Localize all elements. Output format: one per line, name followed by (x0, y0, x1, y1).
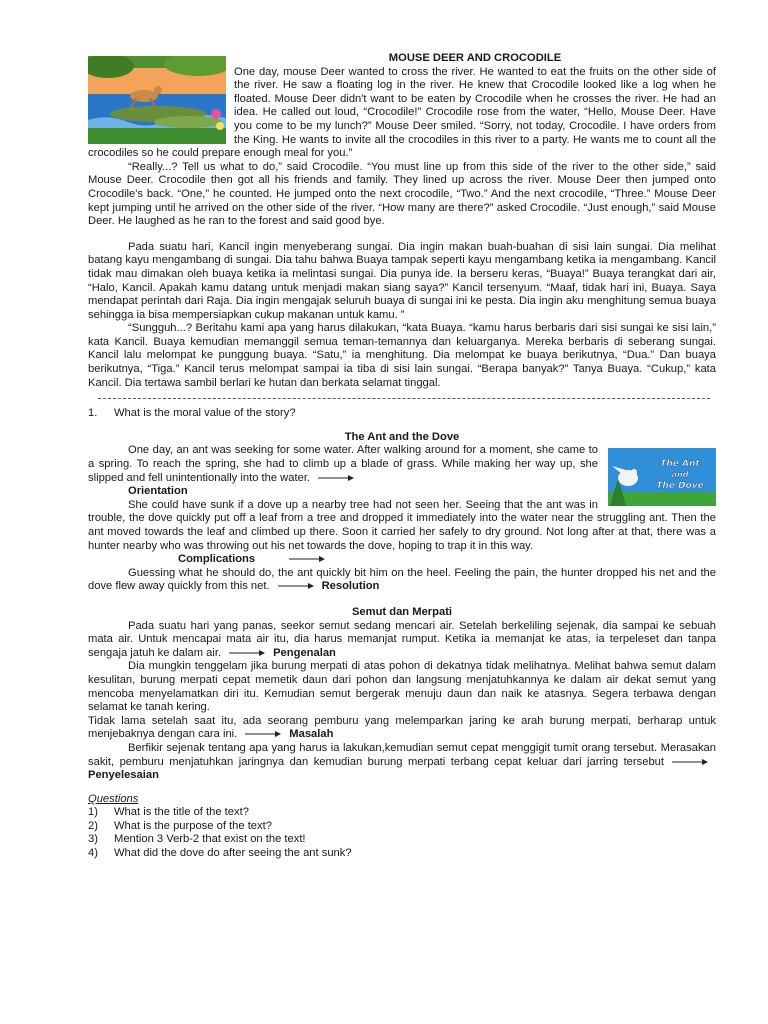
structure-label-complications (88, 553, 716, 567)
paragraph-text: One day, an ant was seeking for some water. After walking around for a moment, she came to a spring. To reach the spring, she had to climb up a blade of grass. While making her way up, she slipped and fell unintentionally into the water. (88, 444, 598, 484)
moral-question (88, 407, 716, 421)
structure-label-penyelesaian: Penyelesaian (88, 769, 159, 782)
question-text: What is the title of the text? (114, 806, 249, 819)
story-paragraph-indonesian: Pada suatu hari, Kancil ingin menyeberang sungai. Dia ingin makan buah-buahan di sisi lain sungai. Dia melihat batang kayu mengambang di sungai. Dia tahu bahwa Buaya tampak seperti kayu mengambang ketika ia mengambang. Kancil tidak mau dimakan oleh buaya ketika ia melintasi sungai. Dia punya ide. Ia berseru keras, “Buaya!” Buaya terangkat dari air, “Halo, Kancil. Apakah kamu datang untuk menjadi makan siang saya?” Kancil tersenyum. “Maaf, tidak hari ini, Buaya. Saya mendapat perintah dari Raja. Dia ingin mengajak seluruh buaya di sungai ini ke pesta. Dia ingin aku menghitung semua buaya sehingga ia bisa mempersiapkan cukup makanan untuk kamu. ” (88, 240, 716, 321)
story-paragraph-indonesian: “Sungguh...? Beritahu kami apa yang harus dilakukan, “kata Buaya. “kamu harus berbaris dari sisi sungai ke sisi lain,” kata Kancil. Buaya kemudian memanggil semua teman-temannya dan keluarganya. Mereka berbaris di seberang sungai. Kancil lalu melompat ke punggung buaya. “Satu,” ia menghitung. Dia melompat ke buaya berikutnya, “Dua.” Dan buaya berikutnya, “Tiga.” Kancil terus melompat sampai ia tiba di sisi lain sungai. “Berapa banyak?” Tanya Buaya. “Cukup,” kata Kancil. Dia tertawa sambil berlari ke hutan dan berkata selamat tinggal. (88, 322, 716, 389)
structure-label-resolution: Resolution (321, 580, 380, 593)
story-title-ant-dove: The Ant and the Dove (344, 430, 460, 443)
story-paragraph-indonesian (88, 742, 716, 783)
dashed-divider (98, 398, 710, 399)
ant-and-dove-illustration (608, 448, 716, 506)
arrow-right-icon (672, 758, 708, 766)
arrow-right-icon (318, 474, 354, 482)
structure-label-pengenalan: Pengenalan (273, 646, 336, 659)
list-item (88, 820, 716, 834)
story-title-semut-merpati: Semut dan Merpati (351, 605, 453, 618)
arrow-right-icon (289, 555, 325, 563)
story-paragraph: “Really...? Tell us what to do,” said Crocodile. “You must line up from this side of the river to the other side,” said Mouse Deer. Crocodile then got all his friends and family. They lined up across the river. Mouse Deer then jumped onto Crocodile's back. “One,” he counted. He jumped onto the next crocodile, “Two.” And the next crocodile, “Three.” Mouse Deer kept jumping until he arrived on the other side of the river. “How many are there?” asked Crocodile. “Just enough,” said Mouse Deer. He laughed as he ran to the forest and said good bye. (88, 160, 716, 228)
arrow-right-icon (245, 730, 281, 738)
story-paragraph-indonesian (88, 715, 716, 742)
question-number: 2) (88, 819, 98, 832)
question-text: What is the moral value of the story? (114, 407, 296, 420)
list-item (88, 806, 716, 820)
story-paragraph: She could have sunk if a dove up a nearby tree had not seen her. Seeing that the ant was in trouble, the dove quickly put off a leaf from a tree and dropped it immediately into the water near the struggling ant. Then the ant moved towards the leaf and climbed up there. Soon it carried her safely to dry ground. Not long after at that, there was a hunter nearby who was throwing out his net towards the dove, hoping to trap it in this way. (88, 498, 716, 552)
paragraph-text: Berfikir sejenak tentang apa yang harus ia lakukan,kemudian semut cepat menggigit tumit orang tersebut. Merasakan sakit, pemburu menjatuhkan jaringnya dan kemudian burung merpati terbang cepat keluar dari jarring tersebut (88, 741, 716, 768)
question-number: 3) (88, 833, 98, 846)
structure-label-orientation: Orientation (128, 485, 188, 498)
question-number: 4) (88, 847, 98, 860)
list-item (88, 833, 716, 847)
image-caption-line: The Dove (656, 481, 704, 492)
mouse-deer-crocodile-illustration (88, 56, 226, 144)
paragraph-text: Guessing what he should do, the ant quickly bit him on the heel. Feeling the pain, the hunter dropped his net and the dove flew away quickly from this net. (88, 566, 716, 593)
story-paragraph: One day, mouse Deer wanted to cross the river. He wanted to eat the fruits on the other side of the river. He saw a floating log in the river. He knew that Crocodile looked like a log when he floated. Mouse Deer didn't want to be eaten by Crocodile when he crosses the river. He had an idea. He called out loud, “Crocodile!” Crocodile rose from the water, “Hello, Mouse Deer. Have you come to be my lunch?” Mouse Deer smiled. “Sorry, not today, Crocodile. I have orders from the King. He wants to invite all the crocodiles in this river to a party. He wants me to count all the crocodiles so he could prepare enough meal for you.” (88, 65, 716, 160)
arrow-right-icon (229, 649, 265, 657)
story-paragraph-indonesian (88, 620, 716, 661)
structure-label-masalah: Masalah (289, 728, 334, 741)
question-number: 1) (88, 806, 98, 819)
label-text: Complications (178, 553, 256, 566)
story-title-mouse-deer: MOUSE DEER AND CROCODILE (388, 52, 562, 64)
question-text: What is the purpose of the text? (114, 819, 272, 832)
arrow-right-icon (278, 582, 314, 590)
paragraph-text: Pada suatu hari yang panas, seekor semut sedang mencari air. Setelah berkeliling sejenak, dia sampai ke sebuah mata air. Untuk mencapai mata air itu, dia harus memanjat rumput. Ketika ia memanjat ke atas, ia terpeleset dan tanpa sengaja jatuh ke dalam air. (88, 619, 716, 659)
worksheet-page (88, 52, 716, 861)
question-text: What did the dove do after seeing the ant sunk? (114, 847, 352, 860)
questions-list (88, 806, 716, 860)
list-item (88, 847, 716, 861)
image-caption-line: and (671, 470, 689, 480)
questions-heading: Questions (88, 792, 139, 805)
image-caption-line: The Ant (660, 459, 700, 470)
story-paragraph-indonesian: Dia mungkin tenggelam jika burung merpati di atas pohon di dekatnya tidak melihatnya. Melihat bahwa semut dalam kesulitan, burung merpati cepat memetik daun dari pohon dan langsung menjatuhkannya ke dalam air dekat semut yang mencoba menyelamatkan diri itu. Kemudian semut bergerak menuju daun dan naik ke atasnya. Segera terbawa dengan selamat ke tanah kering. (88, 660, 716, 714)
paragraph-text: Tidak lama setelah saat itu, ada seorang pemburu yang melemparkan jaring ke arah burung merpati, berharap untuk menjebaknya dengan cara ini. (88, 714, 716, 741)
question-number: 1. (88, 407, 98, 420)
story-paragraph (88, 567, 716, 594)
question-text: Mention 3 Verb-2 that exist on the text! (114, 833, 306, 846)
